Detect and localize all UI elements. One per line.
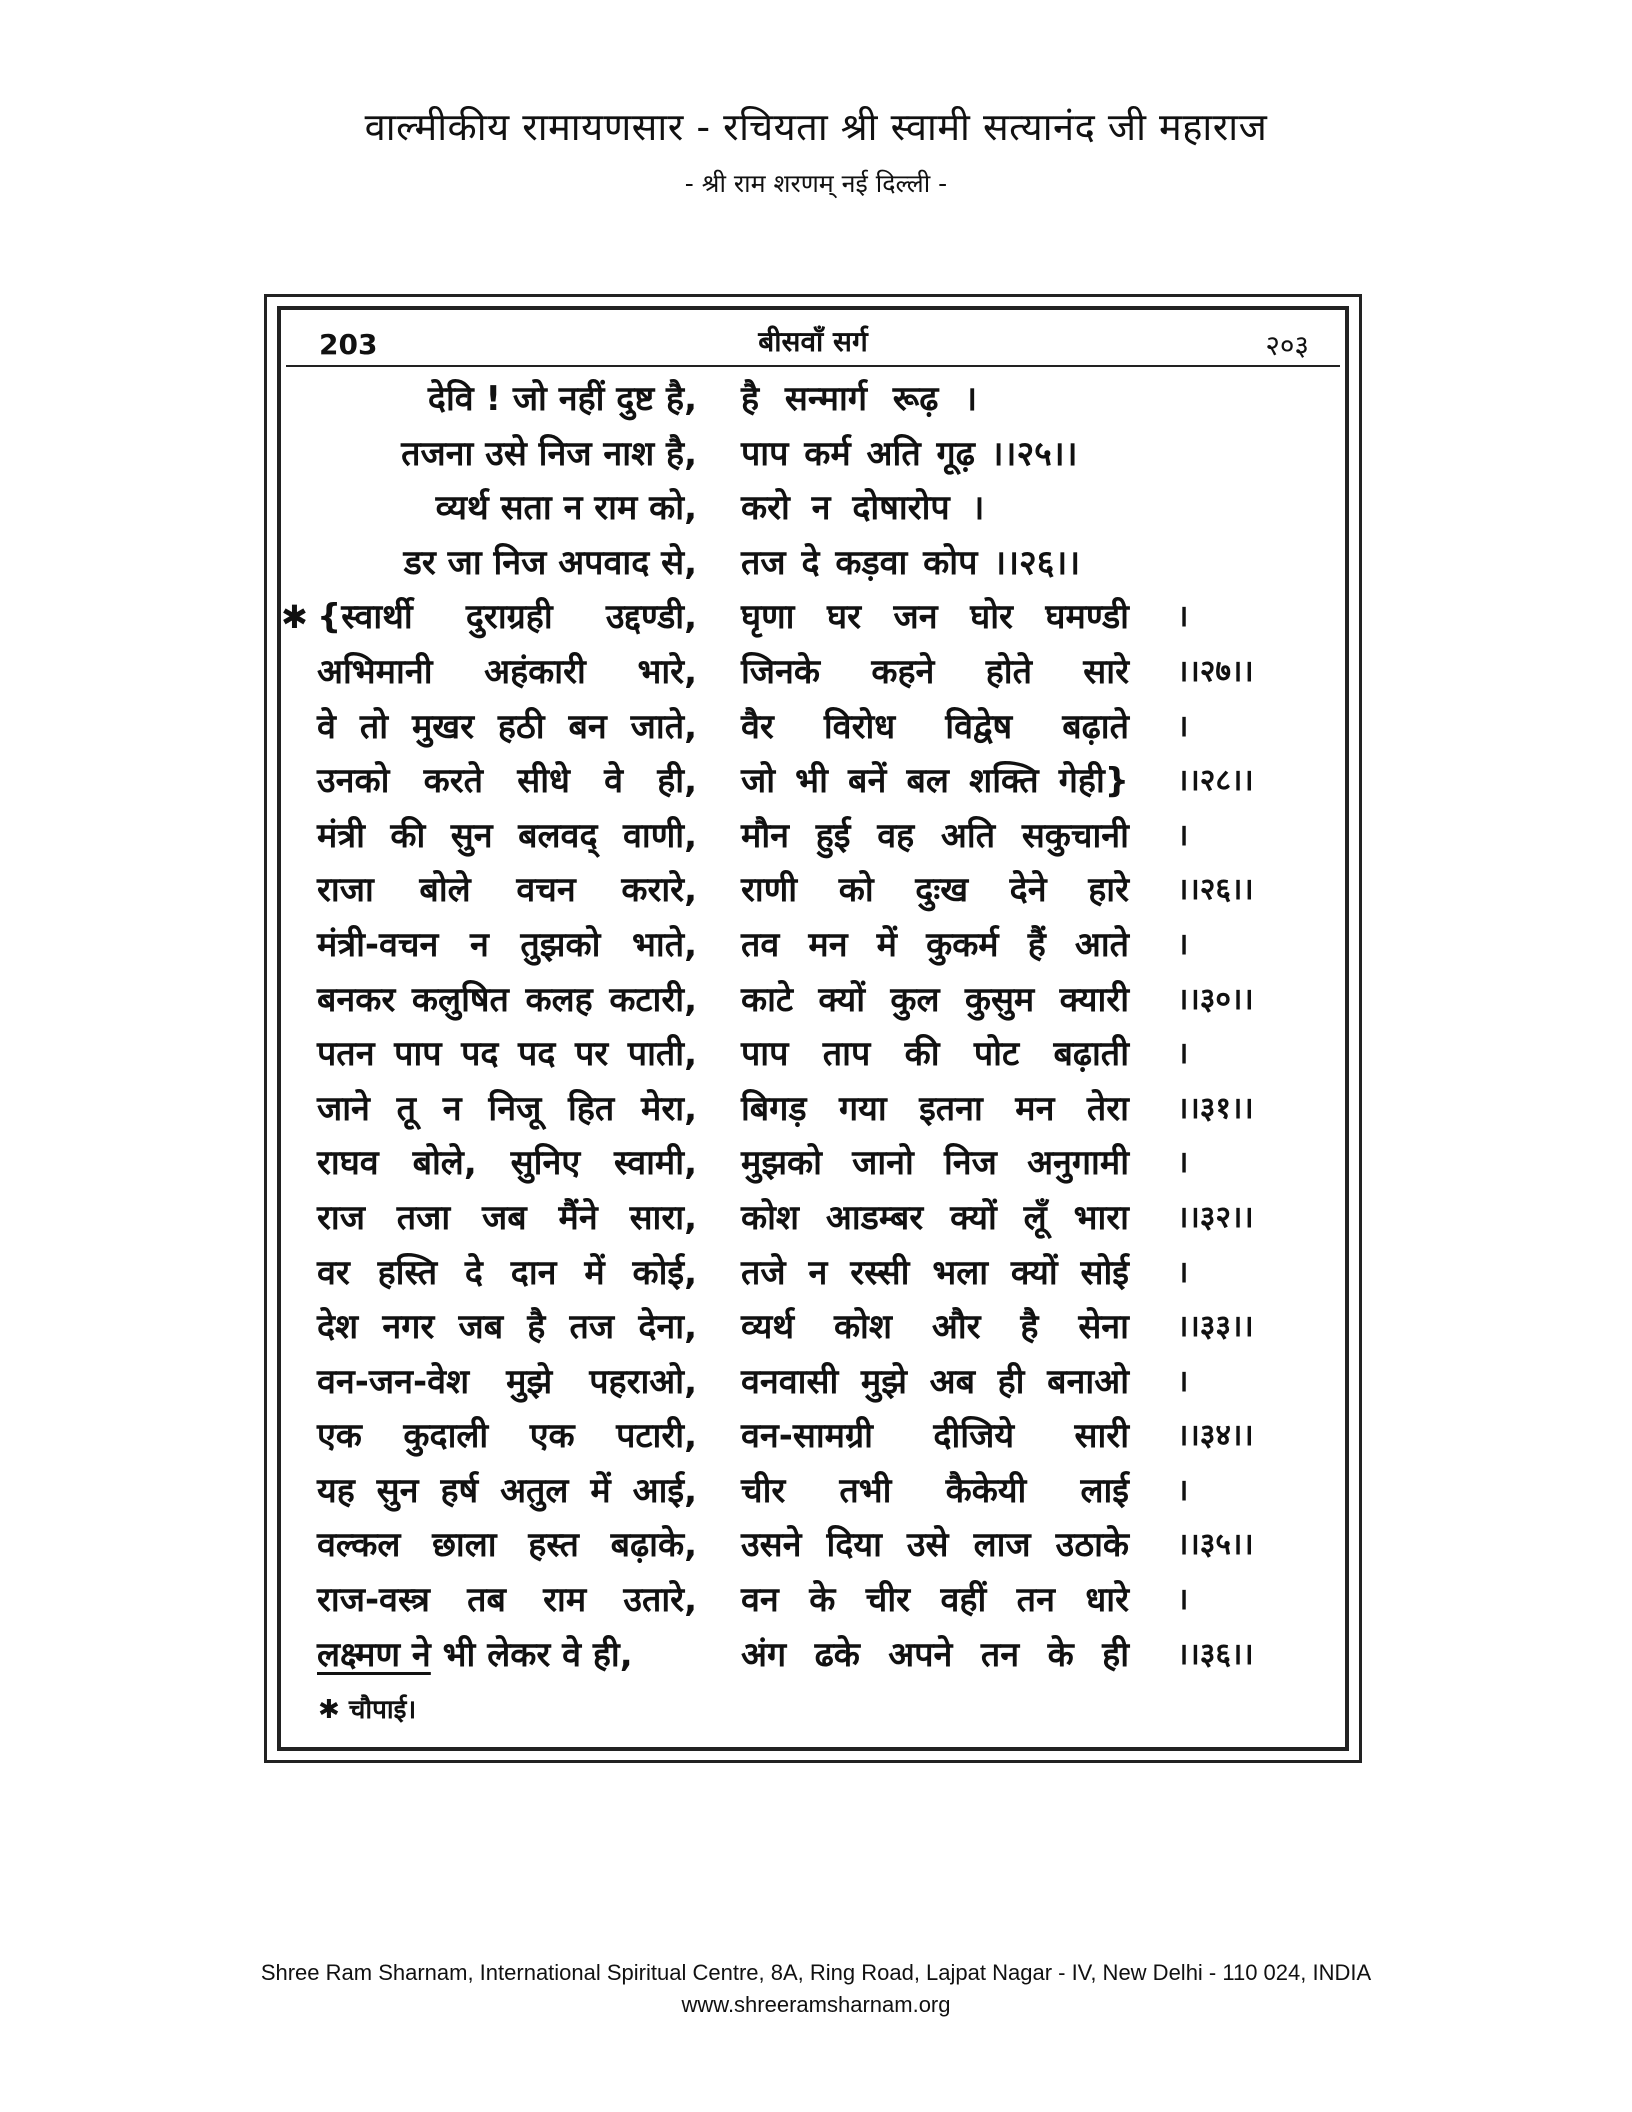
verse-first-half: मंत्री की सुन बलवद् वाणी, [317,815,697,856]
verse-second-half: तजे न रस्सी भला क्यों सोई [741,1252,1129,1293]
verse-first-half: एक कुदाली एक पटारी, [317,1416,697,1457]
verse-first-half: राज-वस्त्र तब राम उतारे, [317,1580,697,1621]
verse-number: । [1177,1145,1189,1181]
verse-first-half: डर जा निज अपवाद से, [403,542,697,583]
verse-first-half: राघव बोले, सुनिए स्वामी, [317,1143,697,1184]
verse-line [277,1082,1349,1137]
verse-first-half: {स्वार्थी दुराग्रही उद्दण्डी, [317,597,697,638]
verse-first-half: तजना उसे निज नाश है, [401,433,697,474]
verse-second-half: जो भी बनें बल शक्ति गेही} [741,761,1129,802]
verse-number: ।।३१।। [1177,1090,1254,1126]
verse-first-half [317,1628,697,1682]
verse-second-half: वन के चीर वहीं तन धारे [741,1580,1129,1621]
verse-first-half: वल्कल छाला हस्त बढ़ाके, [317,1525,697,1566]
footer-address: Shree Ram Sharnam, International Spiritual Centre, 8A, Ring Road, Lajpat Nagar - IV, New Delhi - 110 024, INDIA [260,1960,1372,1985]
verse-line [277,1300,1349,1355]
verse-line [277,481,1349,536]
verse-number: । [1177,1582,1189,1618]
verse-second-half: काटे क्यों कुल कुसुम क्यारी [741,979,1129,1020]
footer-website: www.shreeramsharnam.org [681,1992,951,2017]
verse-second-half: तज दे कड़वा कोप ।।२६।। [741,542,1081,583]
verse-first-half: उनको करते सीधे वे ही, [317,761,697,802]
verse-line [277,645,1349,700]
verse-second-half: कोश आडम्बर क्यों लूँ भारा [741,1197,1129,1238]
verse-number: ।।३४।। [1177,1418,1254,1454]
verse-second-half: चीर तभी कैकेयी लाई [741,1470,1129,1511]
verse-second-half: अंग ढके अपने तन के ही [741,1634,1129,1675]
verse-line [277,1464,1349,1519]
verse-second-half: उसने दिया उसे लाज उठाके [741,1525,1129,1566]
verse-line [277,590,1349,645]
verse-second-half: है सन्मार्ग रूढ़ । [741,379,978,419]
verse-line [277,918,1349,973]
verse-line [277,1573,1349,1628]
verse-list [277,372,1349,1682]
verse-line [277,1355,1349,1410]
verse-line [277,1518,1349,1573]
verse-first-half: देश नगर जब है तज देना, [317,1307,697,1348]
verse-line [277,372,1349,427]
verse-first-half: राज तजा जब मैंने सारा, [317,1197,697,1238]
verse-second-half: जिनके कहने होते सारे [741,651,1129,692]
verse-line [277,536,1349,591]
verse-number: । [1177,1363,1189,1399]
verse-line [277,1246,1349,1301]
verse-second-half: व्यर्थ कोश और है सेना [741,1307,1129,1348]
verse-first-half: वन-जन-वेश मुझे पहराओ, [317,1361,697,1402]
verse-line [277,1628,1349,1683]
verse-number: । [1177,926,1189,962]
page-number-latin: 203 [319,328,378,361]
verse-number: । [1177,599,1189,635]
verse-line [277,1027,1349,1082]
verse-line [277,427,1349,482]
verse-first-half: जाने तू न निजू हित मेरा, [317,1088,697,1129]
verse-first-half: अभिमानी अहंकारी भारे, [317,651,697,692]
verse-number: ।।३३।। [1177,1309,1254,1345]
verse-second-half: मुझको जानो निज अनुगामी [741,1143,1129,1184]
verse-number: । [1177,708,1189,744]
verse-first-half: देवि ! जो नहीं दुष्ट है, [427,379,697,419]
verse-line [277,973,1349,1028]
verse-first-half: बनकर कलुषित कलह कटारी, [317,979,697,1020]
page-header [277,318,1349,368]
verse-number: । [1177,817,1189,853]
verse-first-half: व्यर्थ सता न राम को, [435,488,697,529]
verse-second-half: राणी को दुःख देने हारे [741,870,1129,911]
verse-number: ।।३६।। [1177,1636,1254,1672]
underlined-name: लक्ष्मण ने [317,1634,431,1675]
verse-first-half: वर हस्ति दे दान में कोई, [317,1252,697,1293]
verse-number: ।।२८।। [1177,763,1254,799]
verse-first-half: यह सुन हर्ष अतुल में आई, [317,1470,697,1511]
verse-line [277,809,1349,864]
verse-line [277,700,1349,755]
verse-number: ।।३५।। [1177,1527,1254,1563]
verse-number: ।।३२।। [1177,1199,1254,1235]
verse-second-half: वनवासी मुझे अब ही बनाओ [741,1361,1129,1402]
verse-first-half: वे तो मुखर हठी बन जाते, [317,706,697,747]
verse-line [277,1409,1349,1464]
verse-second-half: पाप ताप की पोट बढ़ाती [741,1034,1129,1075]
verse-line [277,1136,1349,1191]
verse-second-half: पाप कर्म अति गूढ़ ।।२५।। [741,433,1078,474]
footnote-chaupai: ✱ चौपाई। [318,1695,417,1725]
verse-second-half: तव मन में कुकर्म हैं आते [741,924,1129,965]
book-title: वाल्मीकीय रामायणसार - रचियता श्री स्वामी सत्यानंद जी महाराज [364,105,1268,149]
verse-first-half-rest: भी लेकर वे ही, [430,1634,633,1675]
verse-second-half: वैर विरोध विद्वेष बढ़ाते [741,706,1129,747]
verse-second-half: घृणा घर जन घोर घमण्डी [741,597,1129,638]
chapter-title: बीसवाँ सर्ग [758,325,868,358]
verse-first-half: राजा बोले वचन करारे, [317,870,697,911]
verse-line [277,1191,1349,1246]
verse-second-half: बिगड़ गया इतना मन तेरा [741,1088,1129,1129]
verse-number: ।।२६।। [1177,872,1254,908]
page-number-devanagari: २०३ [1265,329,1309,362]
verse-number: । [1177,1254,1189,1290]
verse-number: ।।३०।। [1177,981,1254,1017]
publisher-line: - श्री राम शरणम् नई दिल्ली - [684,169,948,198]
verse-line [277,863,1349,918]
header-divider [286,365,1340,367]
verse-line [277,754,1349,809]
verse-second-half: वन-सामग्री दीजिये सारी [741,1416,1129,1457]
verse-number: ।।२७।। [1177,653,1254,689]
verse-second-half: करो न दोषारोप । [741,488,985,529]
verse-number: । [1177,1472,1189,1508]
verse-first-half: मंत्री-वचन न तुझको भाते, [317,924,697,965]
verse-second-half: मौन हुई वह अति सकुचानी [741,815,1129,856]
verse-number: । [1177,1036,1189,1072]
asterisk-icon: ✱ [281,598,308,637]
verse-first-half: पतन पाप पद पद पर पाती, [317,1034,697,1075]
